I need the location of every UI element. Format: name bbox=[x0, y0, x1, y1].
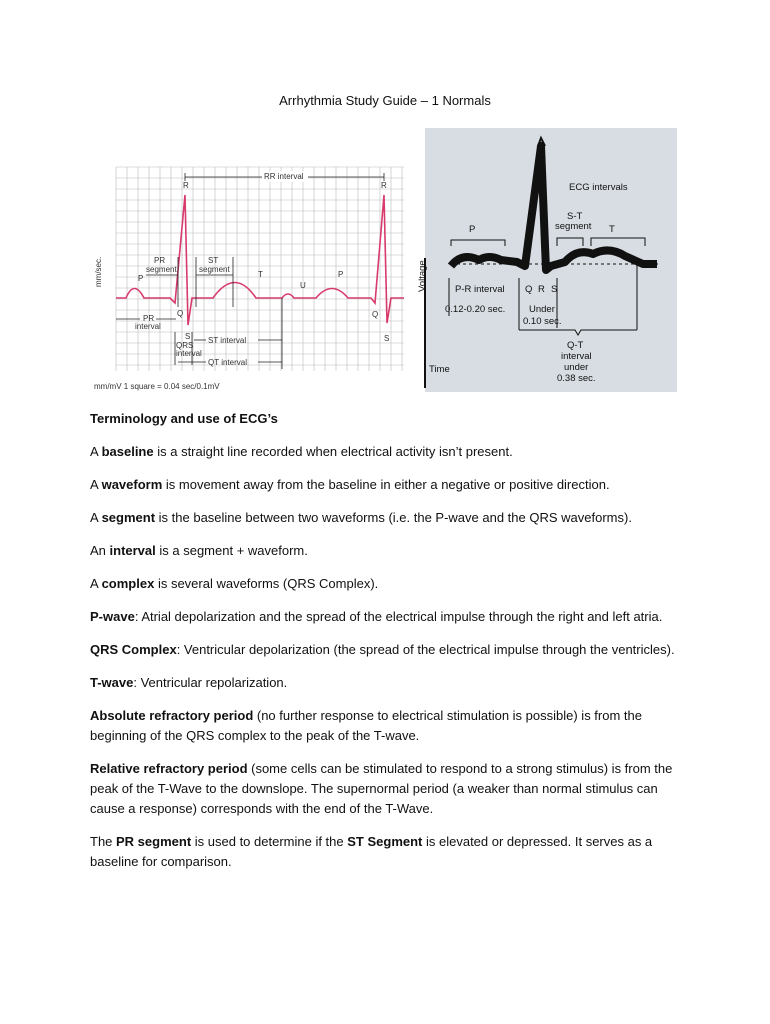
label-st-segment-2: segment bbox=[555, 221, 592, 232]
ecg-intervals-figure bbox=[417, 128, 677, 392]
label-t: T bbox=[609, 224, 615, 235]
pr-segment-paragraph bbox=[90, 832, 690, 872]
paragraph-text: (some cells can be stimulated to respond to a strong stimulus) is from the peak of the T-Wave to the downslope. The supernormal period (a weaker than normal stimulus can cause a response) corresponds with the end of the T-Wave. bbox=[90, 761, 673, 816]
label-qt-interval: QT interval bbox=[208, 358, 247, 367]
paragraph-text: A bbox=[90, 576, 102, 591]
label-qrs-interval-2: interval bbox=[176, 349, 202, 358]
definition-paragraph bbox=[90, 508, 690, 528]
label-q1: Q bbox=[177, 309, 184, 318]
document-title: Arrhythmia Study Guide – 1 Normals bbox=[279, 93, 491, 108]
label-time: Time bbox=[429, 364, 450, 375]
paragraph-text: An bbox=[90, 543, 110, 558]
definition-term: baseline bbox=[101, 444, 154, 459]
label-u: U bbox=[300, 281, 306, 290]
definition-term: Relative refractory period bbox=[90, 761, 248, 776]
ecg-intervals-svg bbox=[417, 128, 677, 392]
definition-paragraph bbox=[90, 442, 690, 462]
definition-paragraph bbox=[90, 574, 690, 594]
label-pr-segment-2: segment bbox=[146, 265, 177, 274]
paragraph-text: is movement away from the baseline in either a negative or positive direction. bbox=[162, 477, 610, 492]
definition-paragraph bbox=[90, 706, 690, 746]
definition-paragraph bbox=[90, 759, 690, 819]
label-qt-3: under bbox=[564, 362, 589, 373]
label-scale-note: mm/mV 1 square = 0.04 sec/0.1mV bbox=[94, 382, 220, 391]
label-pr-interval-1: PR bbox=[143, 314, 155, 323]
paragraph-text: is a straight line recorded when electrical activity isn’t present. bbox=[153, 444, 513, 459]
definition-term: complex bbox=[101, 576, 155, 591]
label-qrs-interval-1: QRS bbox=[176, 341, 194, 350]
paragraph-text: is a segment + waveform. bbox=[155, 543, 308, 558]
definition-paragraph bbox=[90, 475, 690, 495]
label-r1: R bbox=[183, 181, 189, 190]
definition-term: P-wave bbox=[90, 609, 135, 624]
paragraph-text: A bbox=[90, 477, 102, 492]
label-pr-segment-1: PR bbox=[154, 256, 166, 265]
ecg-strip-figure bbox=[88, 157, 418, 397]
label-p2: P bbox=[338, 270, 344, 279]
paragraph-text: A bbox=[90, 444, 102, 459]
paragraph-text: A bbox=[90, 510, 102, 525]
paragraph-text: : Ventricular depolarization (the spread of the electrical impulse through the ventricles). bbox=[176, 642, 675, 657]
label-p1: P bbox=[138, 274, 144, 283]
label-st-segment-2: segment bbox=[199, 265, 230, 274]
paragraph-text: is several waveforms (QRS Complex). bbox=[154, 576, 379, 591]
definition-term: T-wave bbox=[90, 675, 134, 690]
label-qt-1: Q-T bbox=[567, 340, 584, 351]
definition-term: segment bbox=[101, 510, 156, 525]
definition-term: QRS Complex bbox=[90, 642, 177, 657]
paragraph-text: is the baseline between two waveforms (i.e. the P-wave and the QRS waveforms). bbox=[155, 510, 632, 525]
label-pr-interval: P-R interval bbox=[455, 284, 505, 295]
definition-paragraph bbox=[90, 673, 690, 693]
definition-paragraph bbox=[90, 541, 690, 561]
label-q: Q bbox=[525, 284, 533, 295]
paragraph-text: : Atrial depolarization and the spread of the electrical impulse through the right and left atria. bbox=[134, 609, 663, 624]
paragraph-text: is elevated or depressed. It serves as a baseline for comparison. bbox=[90, 834, 653, 869]
ecg-strip-svg bbox=[88, 157, 418, 397]
label-r: R bbox=[538, 284, 545, 295]
term-pr-segment: PR segment bbox=[116, 834, 192, 849]
label-y-axis: mm/sec. bbox=[94, 256, 103, 287]
label-st-segment-1: S-T bbox=[567, 211, 583, 222]
paragraph-text: (no further response to electrical stimulation is possible) is from the beginning of the QRS complex to the peak of the T-wave. bbox=[90, 708, 642, 743]
definition-term: waveform bbox=[101, 477, 163, 492]
paragraph-text: is used to determine if the bbox=[191, 834, 348, 849]
label-st-segment-1: ST bbox=[208, 256, 219, 265]
label-rr-interval: RR interval bbox=[264, 172, 304, 181]
paragraph-text: The bbox=[90, 834, 117, 849]
paragraph-text: : Ventricular repolarization. bbox=[133, 675, 288, 690]
label-s: S bbox=[551, 284, 558, 295]
label-t: T bbox=[258, 270, 263, 279]
definition-term: Absolute refractory period bbox=[90, 708, 254, 723]
definition-list bbox=[90, 442, 690, 819]
label-s2: S bbox=[384, 334, 390, 343]
label-pr-value: 0.12-0.20 sec. bbox=[445, 304, 506, 315]
definition-paragraph bbox=[90, 607, 690, 627]
section-heading: Terminology and use of ECG’s bbox=[90, 411, 278, 426]
label-st-interval: ST interval bbox=[208, 336, 247, 345]
terminology-section bbox=[90, 409, 690, 885]
term-st-segment: ST Segment bbox=[347, 834, 423, 849]
label-s1: S bbox=[185, 332, 191, 341]
label-voltage: Voltage bbox=[417, 260, 428, 292]
label-qt-2: interval bbox=[561, 351, 592, 362]
label-under-2: 0.10 sec. bbox=[523, 316, 562, 327]
label-p: P bbox=[469, 224, 476, 235]
label-pr-interval-2: interval bbox=[135, 322, 161, 331]
label-ecg-intervals: ECG intervals bbox=[569, 182, 628, 193]
label-r2: R bbox=[381, 181, 387, 190]
label-under-1: Under bbox=[529, 304, 555, 315]
label-qt-4: 0.38 sec. bbox=[557, 373, 596, 384]
definition-term: interval bbox=[109, 543, 156, 558]
label-q2: Q bbox=[372, 310, 379, 319]
definition-paragraph bbox=[90, 640, 690, 660]
